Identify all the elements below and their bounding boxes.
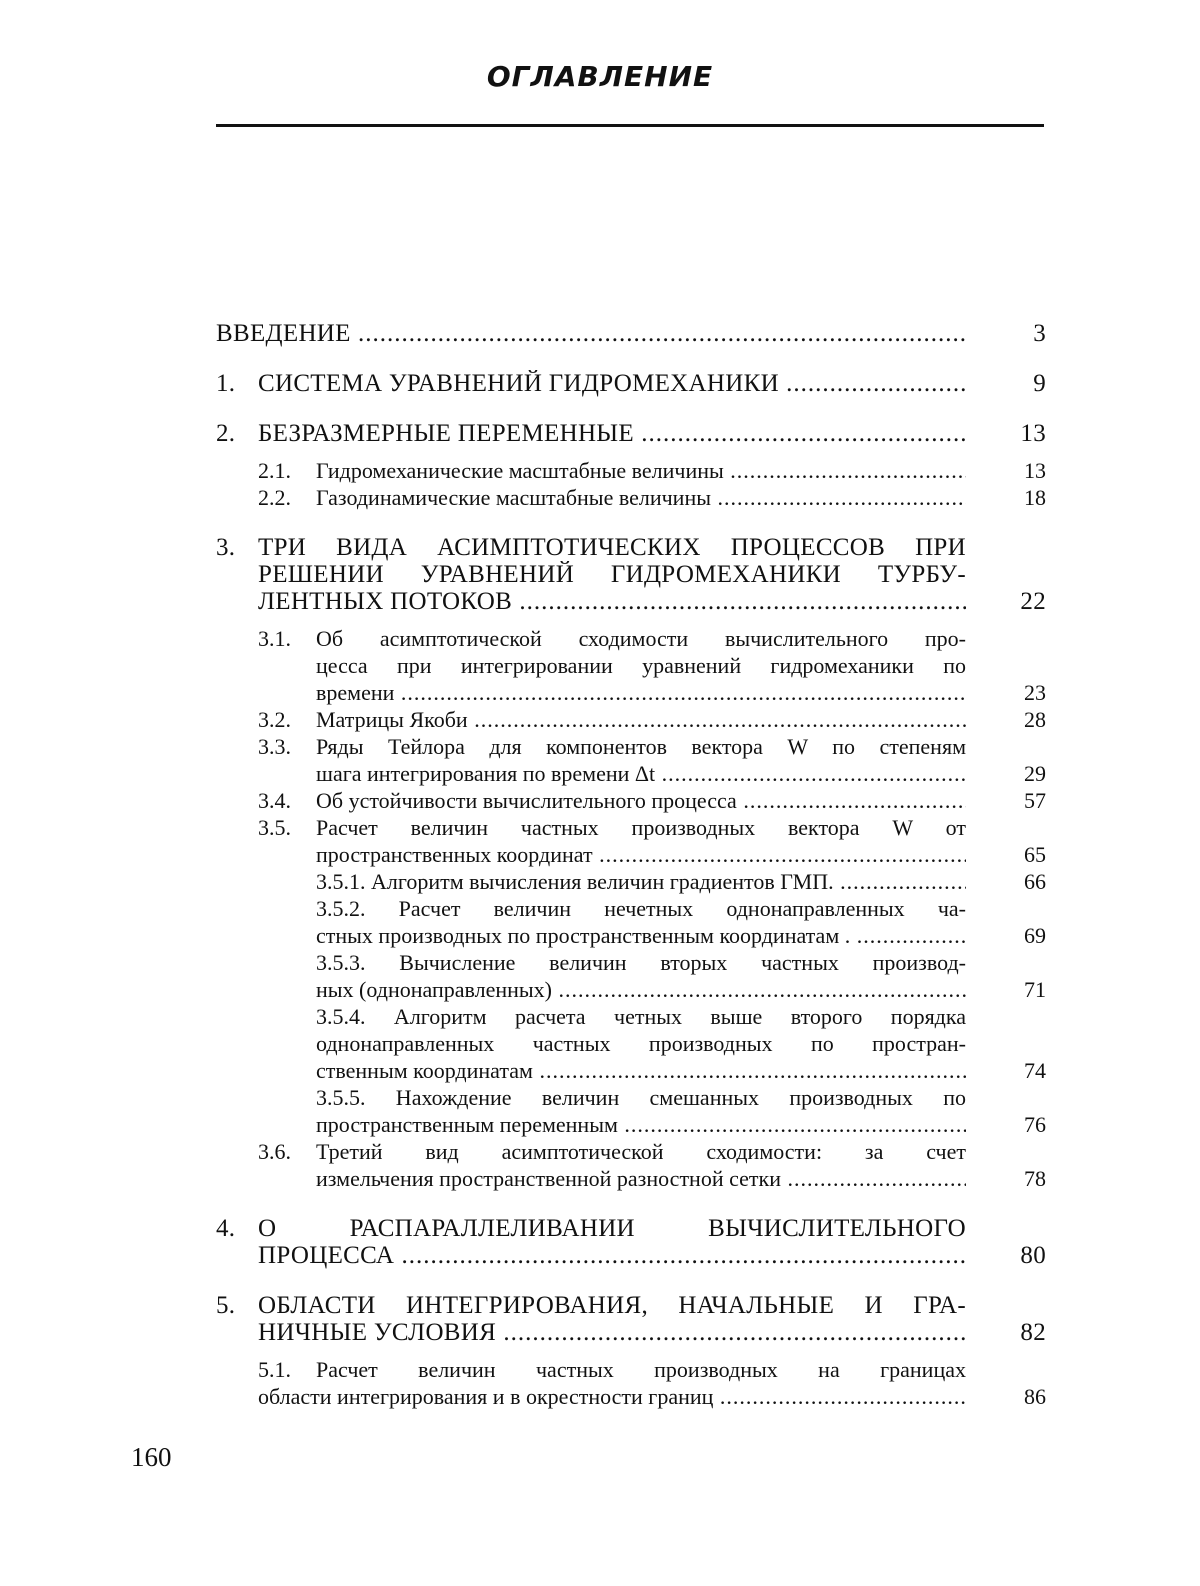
toc-entry-page: 13 <box>1024 458 1046 483</box>
toc-entry-page: 66 <box>1024 869 1046 894</box>
toc-entry-page: 69 <box>1024 923 1046 948</box>
toc-entry-title: 3.5.3. Вычисление величин вторых частных производ- <box>316 950 966 975</box>
toc-entry-title: времени ..... <box>316 679 966 706</box>
toc-entry-number: 5. <box>216 1292 236 1319</box>
toc-entry-title: БЕЗРАЗМЕРНЫЕ ПЕРЕМЕННЫЕ ..... <box>258 420 966 447</box>
toc-entry[interactable] <box>216 1138 1046 1192</box>
toc-entry-title: пространственных координат ..... <box>316 841 966 868</box>
toc-entry-page: 71 <box>1024 977 1046 1002</box>
toc-entry[interactable] <box>216 787 1046 814</box>
toc-entry[interactable] <box>216 484 1046 511</box>
toc-entry-title: ТРИ ВИДА АСИМПТОТИЧЕСКИХ ПРОЦЕССОВ ПРИ <box>258 534 966 561</box>
toc-entry-title: О РАСПАРАЛЛЕЛИВАНИИ ВЫЧИСЛИТЕЛЬНОГО <box>258 1215 966 1242</box>
toc-entry-number: 3.6. <box>258 1139 291 1164</box>
page-header-title: ОГЛАВЛЕНИЕ <box>486 60 714 93</box>
toc-entry-title: измельчения пространственной разностной сетки ..... <box>316 1165 966 1192</box>
toc-entry-title: ПРОЦЕССА ..... <box>258 1242 966 1269</box>
toc-entry-number: 3.1. <box>258 626 291 651</box>
toc-entry-title: ВВЕДЕНИЕ ..... <box>216 320 966 347</box>
toc-entry-title: Газодинамические масштабные величины ..... <box>316 484 966 511</box>
toc-entry-page: 3 <box>1033 320 1046 347</box>
toc-entry-number: 5.1. <box>258 1357 291 1382</box>
toc-entry-title: СИСТЕМА УРАВНЕНИЙ ГИДРОМЕХАНИКИ ..... <box>258 370 966 397</box>
toc-entry[interactable] <box>216 868 1046 895</box>
toc-entry[interactable] <box>216 1356 1046 1410</box>
toc-entry[interactable] <box>216 949 1046 1003</box>
table-of-contents <box>216 320 1046 1410</box>
toc-entry-title: стных производных по пространственным координатам . ..... <box>316 922 966 949</box>
toc-entry-title: пространственным переменным ..... <box>316 1111 966 1138</box>
header-rule <box>216 124 1044 127</box>
toc-entry-number: 1. <box>216 370 236 397</box>
toc-entry-page: 29 <box>1024 761 1046 786</box>
toc-entry[interactable] <box>216 706 1046 733</box>
toc-entry-page: 82 <box>1020 1319 1046 1346</box>
toc-entry-title: ОБЛАСТИ ИНТЕГРИРОВАНИЯ, НАЧАЛЬНЫЕ И ГРА- <box>258 1292 966 1319</box>
toc-entry-title: Ряды Тейлора для компонентов вектора W по степеням <box>316 734 966 759</box>
toc-entry-number: 4. <box>216 1215 236 1242</box>
toc-entry[interactable] <box>216 370 1046 397</box>
toc-entry[interactable] <box>216 1084 1046 1138</box>
toc-entry-page: 57 <box>1024 788 1046 813</box>
toc-entry-title: Об асимптотической сходимости вычислительного про- <box>316 626 966 651</box>
page-number: 160 <box>131 1442 172 1472</box>
toc-entry-title: ственным координатам ..... <box>316 1057 966 1084</box>
toc-entry-page: 18 <box>1024 485 1046 510</box>
toc-entry-number: 2.1. <box>258 458 291 483</box>
toc-entry-title: Об устойчивости вычислительного процесса ..... <box>316 787 966 814</box>
toc-entry-page: 86 <box>1024 1384 1046 1409</box>
toc-entry-title: 3.5.1. Алгоритм вычисления величин градиентов ГМП. ..... <box>316 868 966 895</box>
toc-entry-page: 80 <box>1020 1242 1046 1269</box>
toc-entry[interactable] <box>216 814 1046 868</box>
toc-entry-page: 76 <box>1024 1112 1046 1137</box>
toc-entry-page: 28 <box>1024 707 1046 732</box>
toc-entry-title: НИЧНЫЕ УСЛОВИЯ ..... <box>258 1319 966 1346</box>
toc-entry-title: РЕШЕНИИ УРАВНЕНИЙ ГИДРОМЕХАНИКИ ТУРБУ- <box>258 561 966 588</box>
toc-entry[interactable] <box>216 1215 1046 1269</box>
toc-entry-page: 22 <box>1020 588 1046 615</box>
toc-entry-page: 65 <box>1024 842 1046 867</box>
toc-entry[interactable] <box>216 625 1046 706</box>
toc-entry[interactable] <box>216 420 1046 447</box>
toc-entry-number: 3. <box>216 534 236 561</box>
toc-entry-number: 3.3. <box>258 734 291 759</box>
toc-entry-title: цесса при интегрировании уравнений гидромеханики по <box>316 653 966 678</box>
toc-entry-title: Матрицы Якоби ..... <box>316 706 966 733</box>
toc-entry-title: Гидромеханические масштабные величины ..... <box>316 457 966 484</box>
toc-entry-title: области интегрирования и в окрестности границ ..... <box>258 1383 966 1410</box>
toc-entry-number: 2.2. <box>258 485 291 510</box>
toc-entry-number: 3.5. <box>258 815 291 840</box>
toc-entry-page: 78 <box>1024 1166 1046 1191</box>
toc-entry-title: 3.5.5. Нахождение величин смешанных производных по <box>316 1085 966 1110</box>
toc-entry-title: Расчет величин частных производных вектора W от <box>316 815 966 840</box>
toc-entry-number: 2. <box>216 420 236 447</box>
toc-entry-number: 3.2. <box>258 707 291 732</box>
toc-entry-page: 23 <box>1024 680 1046 705</box>
toc-entry[interactable] <box>216 1003 1046 1084</box>
toc-entry-page: 9 <box>1033 370 1046 397</box>
toc-entry-title: 3.5.2. Расчет величин нечетных однонаправленных ча- <box>316 896 966 921</box>
toc-entry-title: ных (однонаправленных) ..... <box>316 976 966 1003</box>
toc-entry[interactable] <box>216 733 1046 787</box>
toc-entry-title: ЛЕНТНЫХ ПОТОКОВ ..... <box>258 588 966 615</box>
toc-entry[interactable] <box>216 457 1046 484</box>
toc-entry-title: однонаправленных частных производных по простран- <box>316 1031 966 1056</box>
toc-entry[interactable] <box>216 895 1046 949</box>
toc-entry-page: 74 <box>1024 1058 1046 1083</box>
toc-entry[interactable] <box>216 320 1046 347</box>
toc-entry-number: 3.4. <box>258 788 291 813</box>
toc-entry-title: 3.5.4. Алгоритм расчета четных выше второго порядка <box>316 1004 966 1029</box>
toc-entry-page: 13 <box>1020 420 1046 447</box>
toc-entry-title: Расчет величин частных производных на границах <box>316 1357 966 1382</box>
toc-entry[interactable] <box>216 534 1046 615</box>
toc-entry-title: Третий вид асимптотической сходимости: за счет <box>316 1139 966 1164</box>
toc-entry[interactable] <box>216 1292 1046 1346</box>
toc-entry-title: шага интегрирования по времени Δt ..... <box>316 760 966 787</box>
